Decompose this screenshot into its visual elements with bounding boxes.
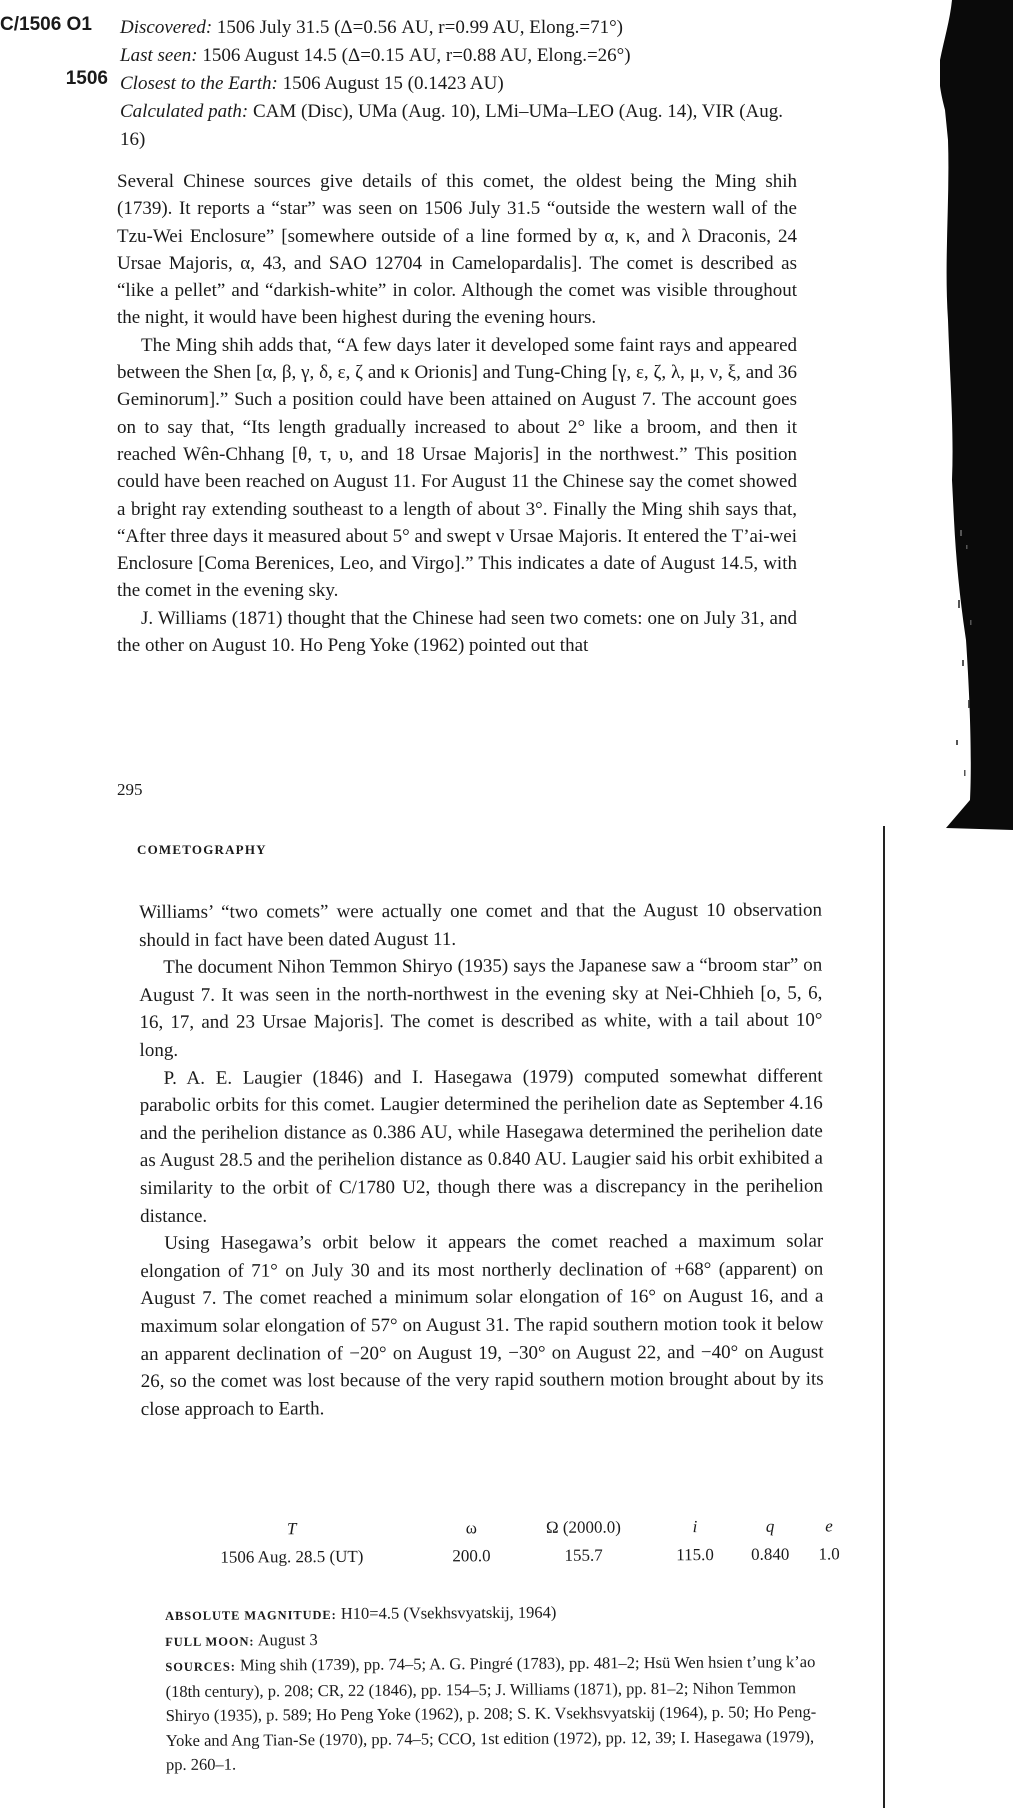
orbit-header-omega: ω bbox=[465, 1518, 477, 1538]
table-row bbox=[150, 1544, 850, 1568]
sources-label: SOURCES: bbox=[165, 1659, 236, 1674]
orbit-header-node: Ω (2000.0) bbox=[545, 1517, 621, 1537]
page-number: 295 bbox=[117, 780, 143, 799]
orbit-cell-T: 1506 Aug. 28.5 (UT) bbox=[220, 1546, 364, 1567]
path-label: Calculated path: bbox=[120, 101, 249, 122]
paragraph: Williams’ “two comets” were actually one comet and that the August 10 observation should in fact have been dated August 11. bbox=[139, 899, 823, 951]
paragraph: Several Chinese sources give details of this comet, the oldest being the Ming shih (1739). It reports a “star” was seen on 1506 July 31.5 “outside the western wall of the Tzu-Wei Enclosure” [somewhere outside of a line formed by α, κ, and λ Draconis, 24 Ursae Majoris, α, 43, and SAO 12704 in Camelopardalis]. The comet is described as “like a pellet” and “darkish-white” in color. Although the comet was visible throughout the night, it would have been highest during the evening hours. bbox=[117, 171, 797, 329]
orbit-header-e: e bbox=[825, 1516, 833, 1536]
path-line bbox=[120, 98, 810, 154]
closest-value: 1506 August 15 (0.1423 AU) bbox=[277, 73, 504, 94]
scan-edge-line bbox=[883, 826, 885, 1808]
orbit-header-T: T bbox=[286, 1519, 297, 1539]
orbit-table-header bbox=[150, 1516, 850, 1548]
last-seen-line bbox=[120, 42, 810, 70]
sources-value: Ming shih (1739), pp. 74–5; A. G. Pingré (1783), pp. 481–2; Hsü Wen hsien t’ung k’ao (18th century), p. 208; CR, 22 (1846), pp. 154–5; J. Williams (1871), pp. 81–2; Nihon Temmon Shiryo (1935), p. 589; Ho Peng Yoke (1962), p. 208; S. K. Vsekhsvyatskij (1964), p. 50; Ho Peng-Yoke and Ang Tian-Se (1970), pp. 74–5; CCO, 1st edition (1972), pp. 12, 39; I. Hasegawa (1979), pp. 260–1. bbox=[165, 1652, 817, 1774]
page-295-body bbox=[117, 168, 797, 659]
absolute-magnitude-value: H10=4.5 (Vsekhsvyatskij, 1964) bbox=[336, 1602, 557, 1623]
paragraph: The Ming shih adds that, “A few days later it developed some faint rays and appeared between the Shen [α, β, γ, δ, ε, ζ and κ Orionis] and Tung-Ching [γ, ε, ζ, λ, μ, ν, ξ, and 36 Geminorum].” Such a position could have been attained on August 7. The account goes on to say that, “Its length gradually increased to about 2° like a broom, and then it reached Wên-Chhang [θ, τ, υ, and 18 Ursae Majoris] in the northwest.” This position could have been reached on August 11. For August 11 the Chinese say the comet showed a bright ray extending southeast to a length of about 3°. Finally the Ming shih says that, “After three days it measured about 5° and swept ν Ursae Majoris. It entered the T’ai-wei Enclosure [Coma Berenices, Leo, and Virgo].” This indicates a date of August 14.5, with the comet in the evening sky. bbox=[117, 334, 797, 602]
absolute-magnitude-label: ABSOLUTE MAGNITUDE: bbox=[165, 1607, 337, 1623]
path-value: CAM (Disc), UMa (Aug. 10), LMi–UMa–LEO (Aug. 14), VIR (Aug. 16) bbox=[120, 101, 783, 150]
orbit-header-q: q bbox=[765, 1516, 775, 1536]
discovered-value: 1506 July 31.5 (Δ=0.56 AU, r=0.99 AU, Elong.=71°) bbox=[212, 17, 623, 38]
orbit-cell-i: 115.0 bbox=[676, 1545, 714, 1565]
paragraph: P. A. E. Laugier (1846) and I. Hasegawa (1979) computed somewhat different parabolic orbits for this comet. Laugier determined the perihelion date as September 4.16 and the perihelion distance as 0.386 AU, while Hasegawa determined the perihelion date as August 28.5 and the perihelion distance as 0.840 AU. Laugier said his orbit exhibited a similarity to the orbit of C/1780 U2, though there was a discrepancy in the perihelion distance. bbox=[139, 1065, 824, 1227]
sources-line bbox=[165, 1650, 836, 1778]
paragraph: Using Hasegawa’s orbit below it appears the comet reached a maximum solar elongation of 71° on July 30 and its most northerly declination of +68° (apparent) on August 7. The comet reached a minimum solar elongation of 16° on August 16, and a maximum solar elongation of 57° on August 31. The rapid southern motion took it below an apparent declination of −20° on August 19, −30° on August 22, and −40° on August 26, so the comet was lost because of the very rapid southern motion brought about by its close approach to Earth. bbox=[140, 1230, 824, 1420]
full-moon-value: August 3 bbox=[254, 1629, 318, 1649]
running-head: COMETOGRAPHY bbox=[137, 842, 267, 857]
orbit-table bbox=[150, 1516, 850, 1568]
closest-label: Closest to the Earth: bbox=[120, 73, 278, 94]
scan-edge-shadow bbox=[940, 0, 1013, 830]
orbit-cell-q: 0.840 bbox=[751, 1544, 790, 1564]
orbit-cell-e: 1.0 bbox=[818, 1544, 840, 1564]
closest-line bbox=[120, 70, 810, 98]
discovered-label: Discovered: bbox=[120, 17, 213, 38]
paragraph: The document Nihon Temmon Shiryo (1935) says the Japanese saw a “broom star” on August 7. It was seen in the north-northwest in the evening sky at Nei-Chhieh [o, 5, 6, 16, 17, and 23 Ursae Majoris]. The comet is described as white, with a tail about 10° long. bbox=[139, 954, 823, 1061]
page-296-body bbox=[139, 897, 824, 1424]
observation-header bbox=[120, 14, 810, 154]
orbit-cell-omega: 200.0 bbox=[452, 1546, 491, 1566]
last-seen-value: 1506 August 14.5 (Δ=0.15 AU, r=0.88 AU, Elong.=26°) bbox=[197, 45, 631, 66]
full-moon-label: FULL MOON: bbox=[165, 1633, 255, 1649]
orbit-header-i: i bbox=[692, 1517, 698, 1537]
comet-designation-block bbox=[0, 14, 108, 90]
comet-designation: C/1506 O1 bbox=[0, 14, 92, 35]
last-seen-label: Last seen: bbox=[120, 45, 198, 66]
paragraph: J. Williams (1871) thought that the Chinese had seen two comets: one on July 31, and the other on August 10. Ho Peng Yoke (1962) pointed out that bbox=[117, 607, 797, 657]
orbit-cell-node: 155.7 bbox=[564, 1545, 603, 1565]
comet-year: 1506 bbox=[65, 68, 108, 89]
discovered-line bbox=[120, 14, 810, 42]
notes-block bbox=[165, 1599, 836, 1778]
